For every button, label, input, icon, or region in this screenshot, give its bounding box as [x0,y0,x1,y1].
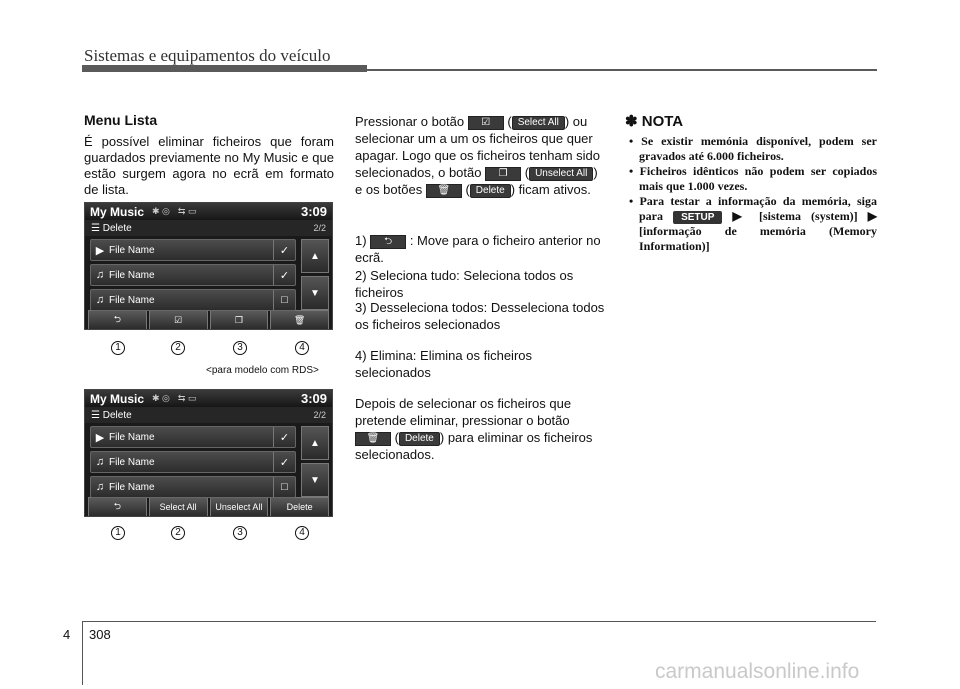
nota-item: • Se existir memónia disponível, podem ser gravados até 6.000 ficheiros. [629,134,877,163]
screen-status-bar [85,390,332,407]
screen-mode: Delete [102,222,132,234]
watermark: carmanualsonline.info [655,660,860,683]
nota-item: • Ficheiros idênticos não podem ser copiados mais que 1.000 vezes. [629,164,877,193]
nota-item [625,194,877,254]
file-row [90,239,296,261]
item-4: 4) Elimina: Elimina os ficheiros selecionados [355,348,533,380]
back-icon: ⮌ [88,310,147,330]
checkbox-icon: ✓ [273,240,295,260]
trash-icon: 🗑 [270,310,329,330]
screen-footer [85,310,332,330]
screen-time: 3:09 [300,391,327,406]
file-row [90,289,296,311]
bluetooth-icon: ✱ ◎ [152,393,170,403]
screen-footer [85,497,332,517]
callout-2: 2 [171,526,185,540]
unselect-all-icon: ❐ [210,310,269,330]
arrow-right-icon: ▶ [732,209,749,223]
delete-label: Delete [270,497,329,517]
paragraph-2: Depois de selecionar os ficheiros que pretende eliminar, pressionar o botão 🗑 ( Delete ) para eliminar os ficheiros selecionados. [355,396,593,462]
usb-icon: ⇆ ▭ [177,393,197,403]
callout-2: 2 [171,341,185,355]
screen-image-2 [84,389,333,517]
callout-3: 3 [233,526,247,540]
page-number: 308 [89,627,111,642]
footer-rule [82,621,876,622]
list-icon: ☰ [91,222,103,234]
text: ou selecionar um a um os ficheiros que quer apagar. Logo que os ficheiros tenham sido selecionados, o botão [355,114,601,180]
music-note-icon: ♫ [95,456,105,468]
delete-button: Delete [399,432,440,446]
header-rule [367,69,877,71]
text: Depois de selecionar os ficheiros que pretende eliminar, pressionar o botão [355,396,572,428]
file-row [90,264,296,286]
scroll-down-icon: ▼ [301,463,329,497]
file-name: File Name [109,269,155,281]
unselect-all-label: Unselect All [210,497,269,517]
music-note-icon: ♫ [95,481,105,493]
usb-icon: ⇆ ▭ [177,206,197,216]
screen-page: 2/2 [313,410,326,420]
scroll-up-icon: ▲ [301,426,329,460]
select-all-button: Select All [512,116,565,130]
file-name: File Name [109,431,155,443]
intro-paragraph: É possível eliminar ficheiros que foram guardados previamente no My Music e que estão surgem agora no ecrã em formato de lista. [84,134,334,197]
select-all-icon: ☑ [149,310,208,330]
callout-3: 3 [233,341,247,355]
text: [sistema (system)] [758,209,858,223]
arrow-right-icon: ▶ [867,209,878,223]
rds-note: <para modelo com RDS> [206,365,319,376]
back-icon: ⮌ [370,235,406,249]
callout-1: 1 [111,341,125,355]
scroll-down-icon: ▼ [301,276,329,310]
screen-time: 3:09 [300,204,327,219]
header-bar [82,65,367,72]
item-3: 3) Desseleciona todos: Desseleciona todos os ficheiros selecionados [355,300,605,332]
left-column [84,112,334,198]
text: • Para testar a informação da memória, siga para [629,194,877,223]
music-note-icon: ♫ [95,294,105,306]
paragraph-1: Pressionar o botão ☑ ( Select All ) ou selecionar um a um os ficheiros que quer apagar. Logo que os ficheiros tenham sido selecionados, o botão ❐ ( Unselect All ) e os botões 🗑 ( Delete ) ficam ativos. [355,114,601,197]
screen-title: My Music [90,204,145,219]
list-icon: ☰ [91,409,103,421]
file-name: File Name [109,244,155,256]
checkbox-icon: □ [273,477,295,497]
text: : Move para o ficheiro anterior no ecrã. [355,233,601,265]
screen-mode-bar [85,220,332,236]
nota-box [625,112,877,254]
checkbox-icon: ✓ [273,265,295,285]
setup-button: SETUP [673,211,722,224]
text: Pressionar o botão [355,114,465,129]
chapter-number: 4 [63,627,71,642]
bluetooth-icon: ✱ ◎ [152,206,170,216]
file-name: File Name [109,456,155,468]
item-2: 2) Seleciona tudo: Seleciona todos os ficheiros [355,268,574,300]
callout-4: 4 [295,526,309,540]
checkbox-icon: □ [273,290,295,310]
section-title: Menu Lista [84,112,158,128]
unselect-all-icon: ❐ [485,167,521,181]
screen-title: My Music [90,391,145,406]
footer-divider [82,621,83,685]
select-all-label: Select All [149,497,208,517]
screen-mode-bar [85,407,332,423]
screen-image-1 [84,202,333,330]
text: ficam ativos. [518,182,591,197]
text: e os botões [355,182,423,197]
scroll-up-icon: ▲ [301,239,329,273]
music-note-icon: ♫ [95,269,105,281]
unselect-all-button: Unselect All [529,167,593,181]
checkbox-icon: ✓ [273,452,295,472]
play-icon: ▶ [95,244,105,257]
text: 1) [355,233,367,248]
screen-page: 2/2 [313,223,326,233]
callout-1: 1 [111,526,125,540]
screen-status-bar [85,203,332,220]
delete-button: Delete [470,184,511,198]
trash-icon: 🗑 [426,184,462,198]
checkbox-icon: ✓ [273,427,295,447]
nota-title: ✽ NOTA [625,113,684,130]
file-name: File Name [109,294,155,306]
back-icon: ⮌ [88,497,147,517]
play-icon: ▶ [95,431,105,444]
text: [informação de memória (Memory Information)] [639,224,877,253]
item-1 [355,232,605,266]
file-row [90,451,296,473]
text: para eliminar os ficheiros selecionados. [355,430,593,462]
file-name: File Name [109,481,155,493]
file-row [90,476,296,498]
file-row [90,426,296,448]
screen-mode: Delete [102,409,132,421]
page-header-title: Sistemas e equipamentos do veículo [84,46,331,65]
callout-4: 4 [295,341,309,355]
select-all-icon: ☑ [468,116,504,130]
trash-icon: 🗑 [355,432,391,446]
